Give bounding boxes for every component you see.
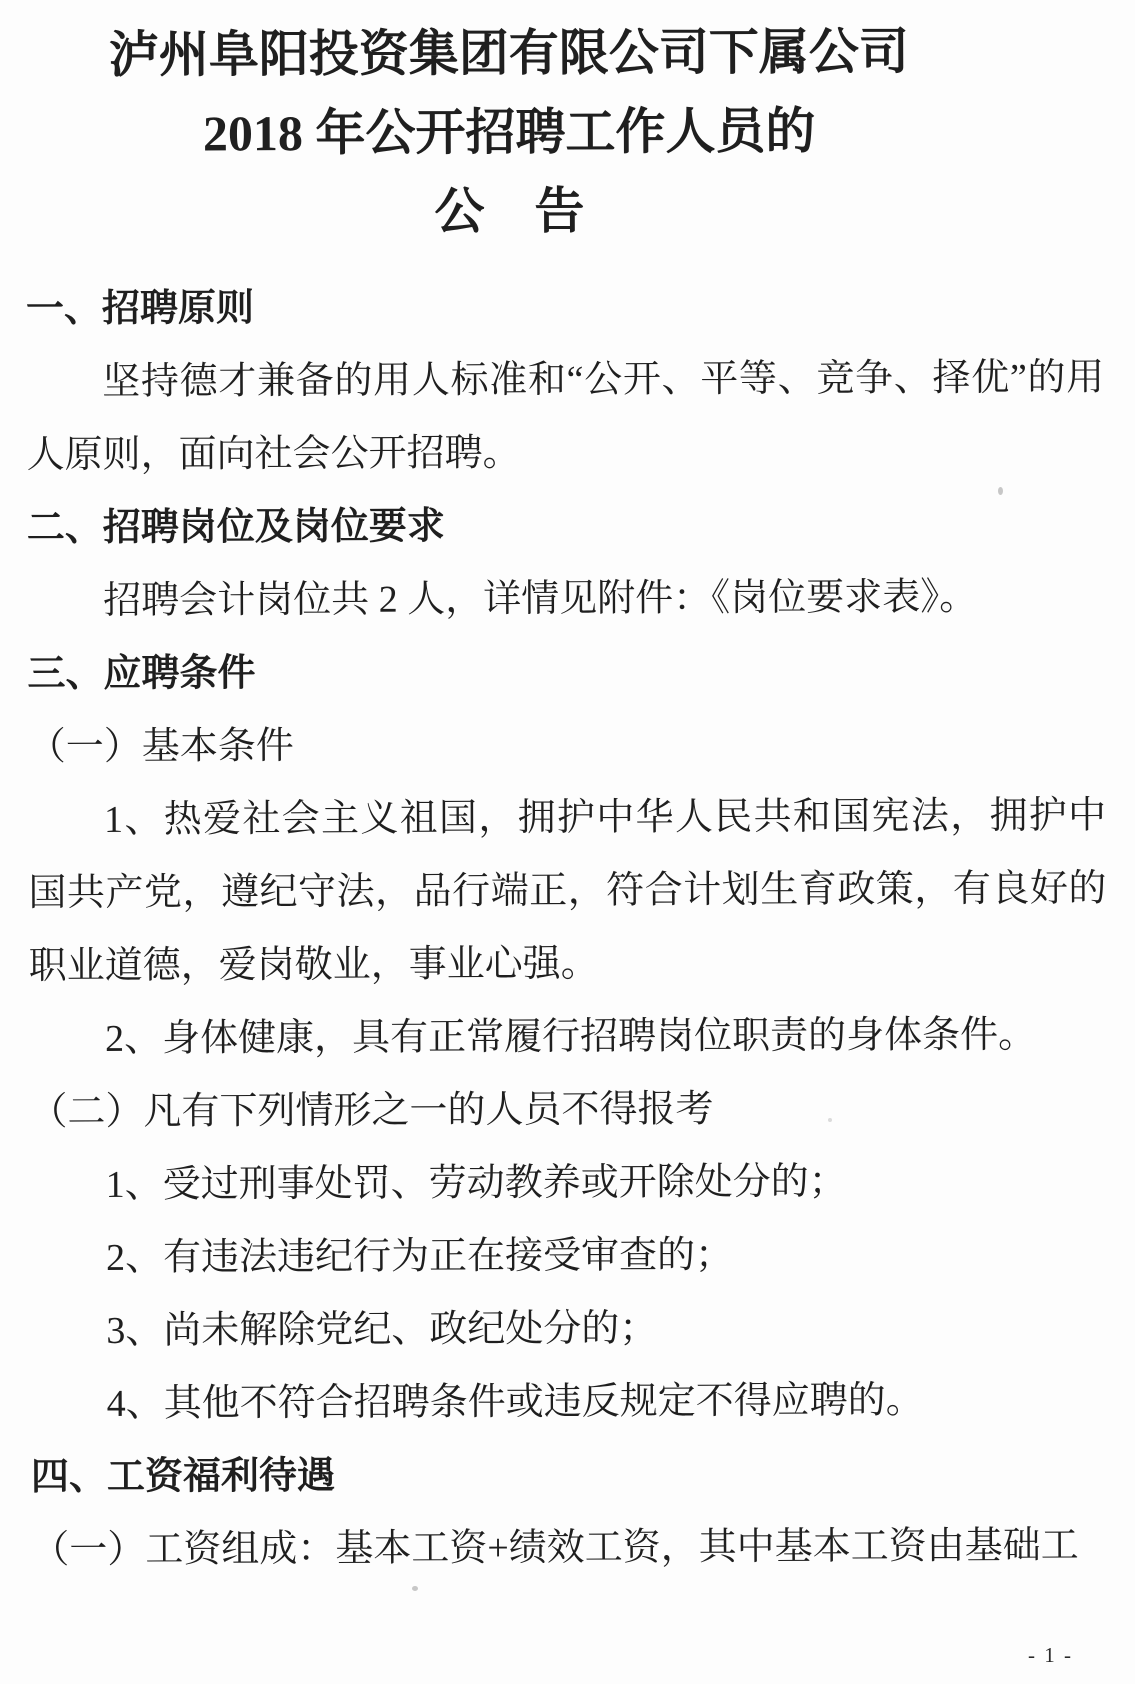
document-paragraph: 3、尚未解除党纪、政纪处分的； xyxy=(106,1307,658,1352)
title-line-1: 泸州阜阳投资集团有限公司下属公司 xyxy=(108,23,909,83)
document-subheading: （一）基本条件 xyxy=(27,725,294,769)
document-heading: 一、招聘原则 xyxy=(25,287,254,331)
document-paragraph: 2、身体健康，具有正常履行招聘岗位职责的身体条件。 xyxy=(104,1013,1037,1060)
document-heading: 二、招聘岗位及岗位要求 xyxy=(26,505,445,550)
title-line-3: 公 告 xyxy=(434,182,585,240)
document-heading: 四、工资福利待遇 xyxy=(30,1454,336,1499)
document-paragraph: 招聘会计岗位共 2 人，详情见附件：《岗位要求表》。 xyxy=(103,576,978,622)
scan-speck xyxy=(828,1118,832,1122)
title-line-2: 2018 年公开招聘工作人员的 xyxy=(202,102,816,162)
document-paragraph: 1、受过刑事处罚、劳动教养或开除处分的； xyxy=(105,1160,847,1206)
document-heading: 三、应聘条件 xyxy=(27,652,256,696)
scan-speck xyxy=(412,1586,418,1591)
scan-speck xyxy=(998,487,1003,495)
document-body xyxy=(26,269,1110,1588)
page-number: - 1 - xyxy=(1028,1643,1073,1667)
document-subheading: （二）凡有下列情形之一的人员不得报考 xyxy=(29,1088,714,1134)
document-paragraph: 4、其他不符合招聘条件或违反规定不得应聘的。 xyxy=(106,1379,924,1425)
document-paragraph: 1、热爱社会主义祖国，拥护中华人民共和国宪法，拥护中国共产党，遵纪守法，品行端正，符合计划生育政策，有良好的职业道德，爱岗敬业，事业心强。 xyxy=(28,794,1107,988)
document-title xyxy=(25,12,1104,254)
document-paragraph: 坚持德才兼备的用人标准和“公开、平等、竞争、择优”的用人原则，面向社会公开招聘。 xyxy=(26,356,1105,477)
document-paragraph: 2、有违法违纪行为正在接受审查的； xyxy=(105,1234,734,1279)
document-subheading: （一）工资组成：基本工资+绩效工资，其中基本工资由基础工 xyxy=(31,1524,1079,1572)
